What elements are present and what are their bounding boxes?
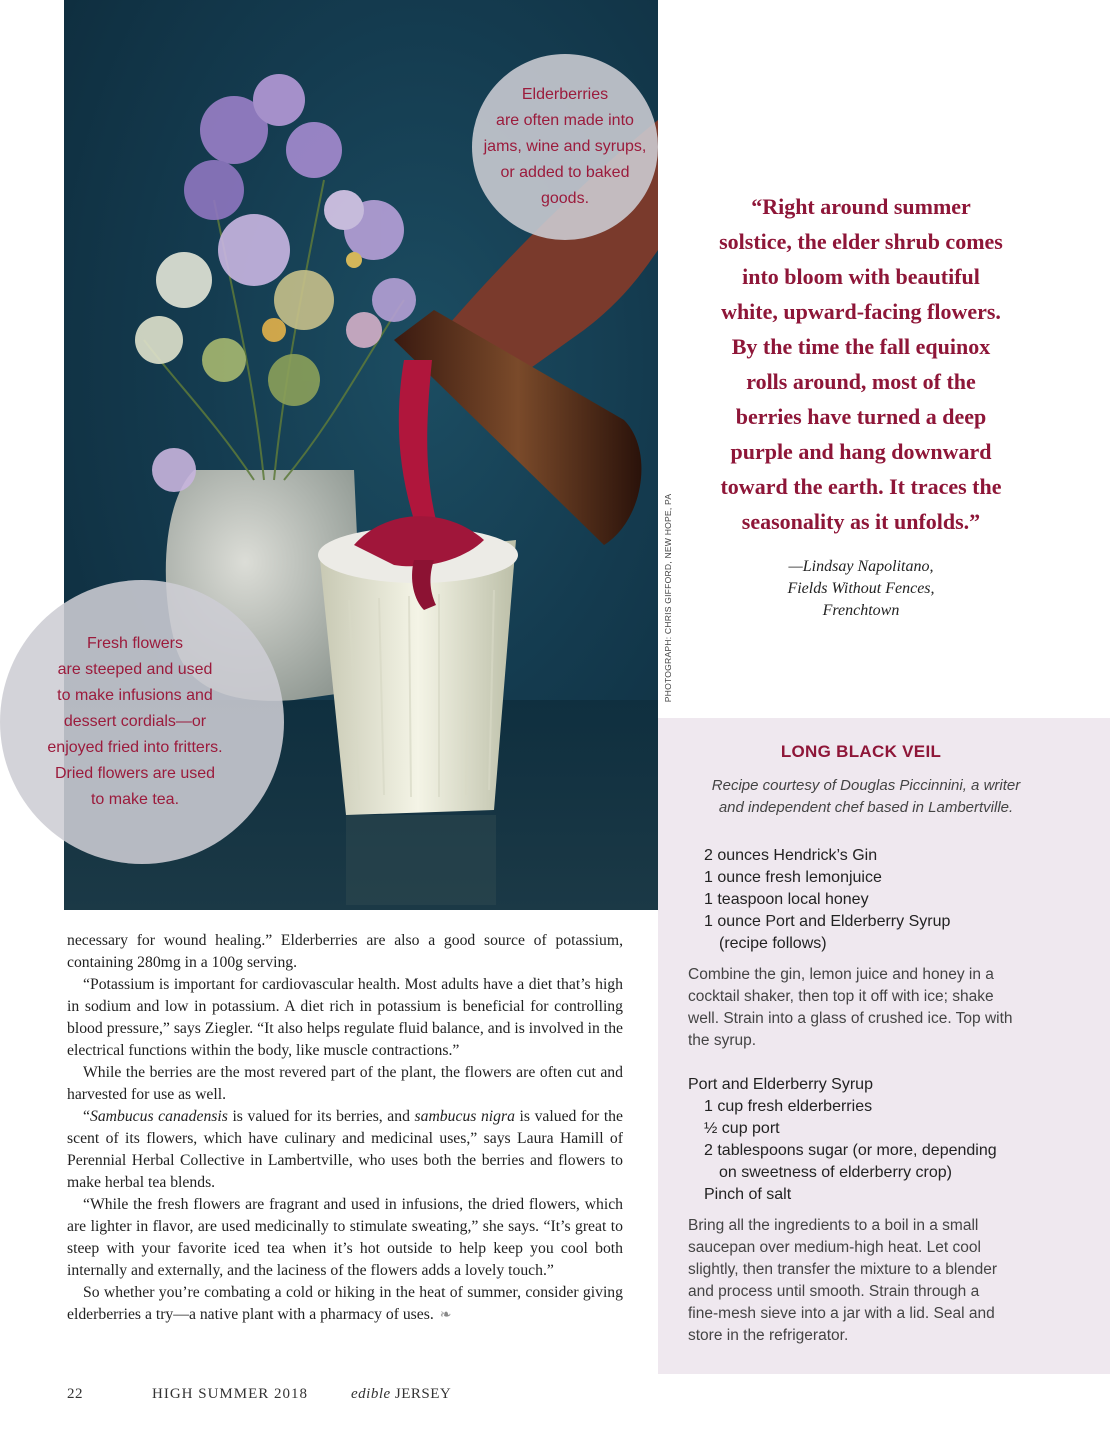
elderberries-callout <box>472 54 658 240</box>
attribution-line: —Lindsay Napolitano, <box>788 558 934 575</box>
method-line: well. Strain into a glass of crushed ice. Top with <box>688 1010 1013 1027</box>
quote-line: “Right around summer <box>751 194 971 219</box>
body-text: is valued for the scent of its flowers, which have culinary and medicinal uses,” says Laura Hamill of Perennial Herbal Collective in Lambertville, who uses both the berries and flowers to make herbal tea blends. <box>67 1108 623 1191</box>
body-paragraph <box>67 1106 623 1194</box>
quote-attribution <box>720 556 1002 622</box>
recipe-method <box>688 964 1034 1052</box>
callout-line: jams, wine and syrups, <box>483 138 647 155</box>
quote-line: white, upward-facing flowers. <box>721 299 1001 324</box>
callout-line: are steeped and used <box>57 661 213 678</box>
recipe-credit-line: Recipe courtesy of Douglas Piccinnini, a writer <box>711 777 1021 794</box>
quote-line: berries have turned a deep <box>735 404 987 429</box>
body-text: So whether you’re combating a cold or hiking in the heat of summer, consider giving elderberries a try—a native plant with a pharmacy of uses. <box>67 1284 623 1323</box>
callout-line: goods. <box>540 190 590 207</box>
photo-credit <box>661 484 675 712</box>
page-number: 22 <box>67 1386 83 1402</box>
method-line: cocktail shaker, then top it off with ice; shake <box>688 988 994 1005</box>
method-line: Combine the gin, lemon juice and honey in a <box>688 966 994 983</box>
method-line: the syrup. <box>688 1032 757 1049</box>
quote-line: rolls around, most of the <box>746 369 976 394</box>
ingredient-item: 2 ounces Hendrick’s Gin <box>704 847 878 864</box>
body-paragraph: While the berries are the most revered part of the plant, the flowers are often cut and harvested for use as well. <box>67 1064 623 1103</box>
method-line: saucepan over medium-high heat. Let cool <box>688 1239 981 1256</box>
method-line: Bring all the ingredients to a boil in a small <box>688 1217 979 1234</box>
method-line: fine-mesh sieve into a jar with a lid. Seal and <box>688 1305 995 1322</box>
brand-italic: edible <box>351 1386 391 1402</box>
callout-line: to make infusions and <box>57 687 213 704</box>
quote-line: solstice, the elder shrub comes <box>719 229 1003 254</box>
body-paragraph: necessary for wound healing.” Elderberries are also a good source of potassium, containing 280mg in a 100g serving. <box>67 932 623 971</box>
syrup-method <box>688 1215 1034 1347</box>
quote-line: seasonality as it unfolds.” <box>741 509 981 534</box>
magazine-brand <box>351 1386 451 1403</box>
callout-line: to make tea. <box>90 791 180 808</box>
ingredient-list <box>704 845 950 955</box>
syrup-subtitle: Port and Elderberry Syrup <box>688 1076 873 1093</box>
attribution-line: Frenchtown <box>822 602 900 619</box>
ingredient-item: 1 ounce fresh lemonjuice <box>704 869 882 886</box>
brand-name: JERSEY <box>390 1386 452 1402</box>
callout-line: Elderberries <box>521 86 609 103</box>
callout-line: Dried flowers are used <box>54 765 216 782</box>
body-text: is valued for its berries, and <box>227 1108 415 1125</box>
quote-line: toward the earth. It traces the <box>720 474 1002 499</box>
syrup-ingredient-list <box>704 1096 997 1206</box>
ingredient-item: (recipe follows) <box>719 935 827 952</box>
ingredient-item: ½ cup port <box>704 1120 780 1137</box>
end-leaf-icon: ❧ <box>439 1308 452 1323</box>
ingredient-item: on sweetness of elderberry crop) <box>719 1164 952 1181</box>
issue-name: HIGH SUMMER 2018 <box>152 1386 309 1402</box>
recipe-credit <box>690 775 1042 819</box>
quote-line: purple and hang downward <box>730 439 992 464</box>
recipe-title: LONG BLACK VEIL <box>780 742 942 761</box>
body-paragraph <box>67 1282 623 1327</box>
attribution-line: Fields Without Fences, <box>787 580 935 597</box>
species-name: sambucus nigra <box>414 1108 515 1125</box>
method-line: slightly, then transfer the mixture to a blender <box>688 1261 998 1278</box>
callout-line: Fresh flowers <box>86 635 183 652</box>
method-line: store in the refrigerator. <box>688 1327 849 1344</box>
quote-line: By the time the fall equinox <box>731 334 991 359</box>
body-paragraph: “Potassium is important for cardiovascular health. Most adults have a diet that’s high in sodium and low in potassium. A diet rich in potassium is beneficial for controlling blood pressure,” says Ziegler. “It also helps regulate fluid balance, and is involved in the electrical functions within the body, like muscle contractions.” <box>67 976 623 1059</box>
pull-quote <box>700 189 1022 539</box>
callout-line: are often made into <box>496 112 634 129</box>
ingredient-item: Pinch of salt <box>704 1186 792 1203</box>
ingredient-item: 1 cup fresh elderberries <box>704 1098 873 1115</box>
method-line: and process until smooth. Strain through a <box>688 1283 980 1300</box>
photo-credit-text: PHOTOGRAPH: CHRIS GIFFORD, NEW HOPE, PA <box>663 493 673 703</box>
body-text: “ <box>83 1108 90 1125</box>
callout-line: or added to baked <box>500 164 630 181</box>
fresh-flowers-callout <box>0 580 284 864</box>
ingredient-item: 1 teaspoon local honey <box>704 891 869 908</box>
article-body <box>67 930 623 1327</box>
species-name: Sambucus canadensis <box>89 1108 228 1125</box>
ingredient-item: 2 tablespoons sugar (or more, depending <box>704 1142 997 1159</box>
recipe-credit-line: and independent chef based in Lambertville. <box>718 799 1014 816</box>
callout-line: enjoyed fried into fritters. <box>47 739 223 756</box>
callout-line: dessert cordials—or <box>63 713 207 730</box>
body-paragraph: “While the fresh flowers are fragrant and used in infusions, the dried flowers, which are lighter in flavor, are used medicinally to stimulate sweating,” she says. “It’s great to steep with your favorite iced tea when it’s hot outside to help keep you cool both internally and externally, and the laciness of the flowers adds a lovely touch.” <box>67 1196 623 1279</box>
quote-line: into bloom with beautiful <box>742 264 980 289</box>
ingredient-item: 1 ounce Port and Elderberry Syrup <box>704 913 951 930</box>
